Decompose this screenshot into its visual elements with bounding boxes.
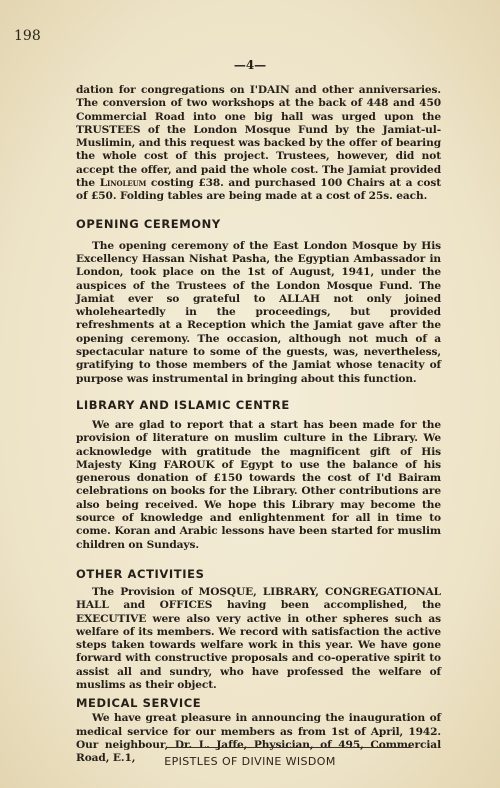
medical-paragraph: We have great pleasure in announcing the inauguration of medical service for our members as from 1st of April, 1942. Our neighbour, Dr. L. Jaffe, Physician, of 495, Commercial Road, E.1, bbox=[76, 712, 441, 765]
page-number: 198 bbox=[14, 28, 41, 44]
footer-rule bbox=[166, 747, 412, 748]
library-paragraph: We are glad to report that a start has been made for the provision of literature on muslim culture in the Library. We acknowledge with gratitude the magnificent gift of His Majesty King FAROUK of Egypt to use the balance of his generous donation of £150 towards the cost of I'd Bairam celebrations on books for the Library. Other contributions are also being received. We hope this Library may become the source of knowledge and enlightenment for all in time to come. Koran and Arabic lessons have been started for muslim children on Sundays. bbox=[76, 418, 441, 551]
body-text bbox=[76, 84, 441, 765]
heading-library: LIBRARY AND ISLAMIC CENTRE bbox=[76, 397, 290, 412]
heading-medical-service: MEDICAL SERVICE bbox=[76, 696, 202, 711]
opening-paragraph: The opening ceremony of the East London Mosque by His Excellency Hassan Nishat Pasha, the Egyptian Ambassador in London, took place on the 1st of August, 1941, under the auspices of the Trustees of the London Mosque Fund. The Jamiat ever so grateful to ALLAH not only joined wholeheartedly in the proceedings, but provided refreshments at a Reception which the Jamiat gave after the opening ceremony. The occasion, although not much of a spectacular nature to some of the guests, was, nevertheless, gratifying to those members of the Jamiat whose tenacity of purpose was instrumental in bringing about this function. bbox=[76, 239, 441, 385]
heading-other-activities: OTHER ACTIVITIES bbox=[76, 566, 205, 581]
section-number: —4— bbox=[233, 58, 267, 72]
footer-title: EPISTLES OF DIVINE WISDOM bbox=[164, 755, 336, 768]
heading-opening-ceremony: OPENING CEREMONY bbox=[76, 216, 221, 231]
other-activities-paragraph: The Provision of MOSQUE, LIBRARY, CONGREGATIONAL HALL and OFFICES having been accomplished, the EXECUTIVE were also very active in other spheres such as welfare of its members. We record with satisfaction the active steps taken towards welfare work in this year. We have gone forward with constructive proposals and co-operative spirit to assist all and sundry, who have professed the welfare of muslims as their object. bbox=[76, 585, 441, 691]
intro-paragraph: dation for congregations on I'DAIN and other anniversaries. The conversion of two workshops at the back of 448 and 450 Commercial Road into one big hall was urged upon the TRUSTEES of the London Mosque Fund by the Jamiat-ul-Muslimin, and this request was backed by the offer of bearing the whole cost of this project. Trustees, however, did not accept the offer, and paid the whole cost. The Jamiat provided the Linoleum costing £38. and purchased 100 Chairs at a cost of £50. Folding tables are being made at a cost of 25s. each. bbox=[76, 84, 441, 203]
